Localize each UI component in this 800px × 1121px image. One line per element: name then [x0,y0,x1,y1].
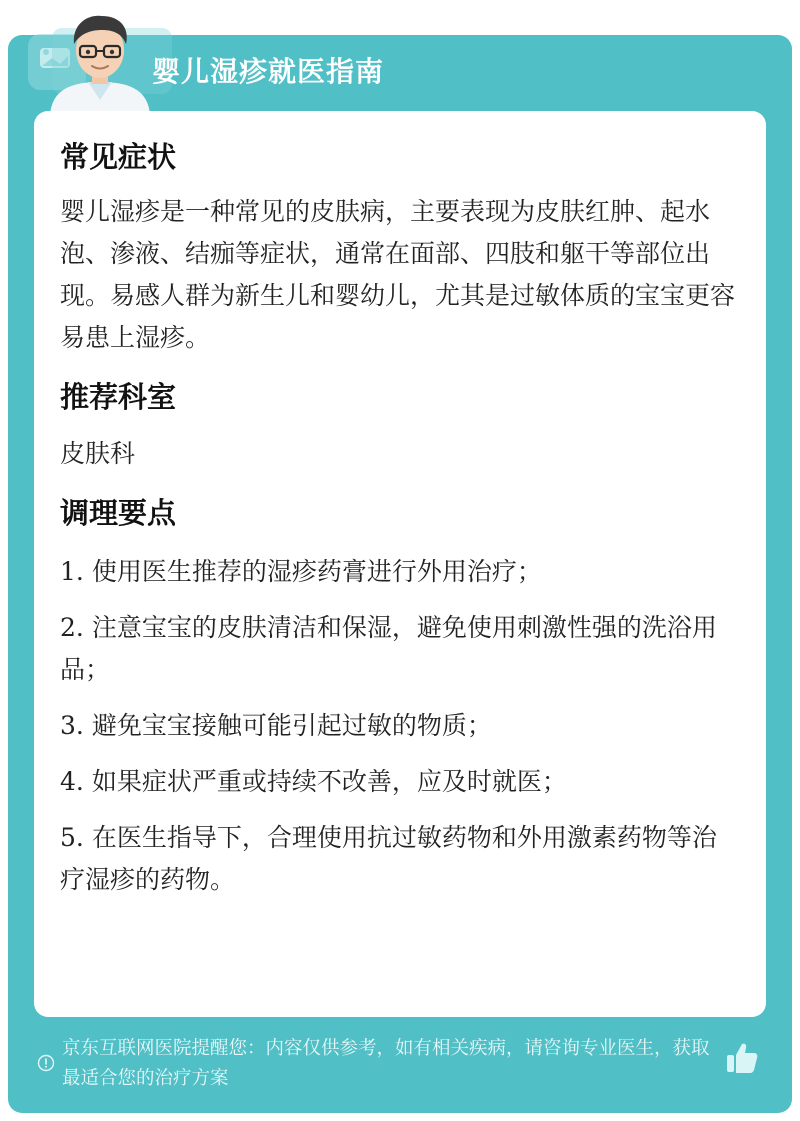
list-item-number: 5. [60,823,84,852]
list-item [60,607,740,691]
section-title-department: 推荐科室 [60,380,177,414]
list-item-text: 使用医生推荐的湿疹药膏进行外用治疗； [91,557,542,586]
list-item-text: 注意宝宝的皮肤清洁和保湿，避免使用刺激性强的洗浴用品； [60,613,717,684]
list-item-text: 避免宝宝接触可能引起过敏的物质； [91,711,492,740]
care-list [60,551,740,901]
list-item-number: 4. [60,767,84,796]
info-icon [37,1054,55,1072]
list-item [60,817,740,901]
list-item-text: 如果症状严重或持续不改善，应及时就医； [91,767,567,796]
footer-disclaimer: 京东互联网医院提醒您：内容仅供参考，如有相关疾病，请咨询专业医生，获取最适合您的治疗方案 [62,1038,710,1089]
thumbs-up-icon[interactable] [724,1040,760,1076]
section-title-symptoms: 常见症状 [60,140,177,174]
doctor-avatar [40,10,160,115]
symptoms-text: 婴儿湿疹是一种常见的皮肤病，主要表现为皮肤红肿、起水泡、渗液、结痂等症状，通常在面部、四肢和躯干等部位出现。易感人群为新生儿和婴幼儿，尤其是过敏体质的宝宝更容易患上湿疹。 [60,197,736,352]
list-item [60,761,740,803]
list-item [60,705,740,747]
list-item-number: 1. [60,557,84,586]
content-panel [34,111,766,1017]
page-title: 婴儿湿疹就医指南 [152,55,385,88]
list-item [60,551,740,593]
list-item-text: 在医生指导下，合理使用抗过敏药物和外用激素药物等治疗湿疹的药物。 [60,823,717,894]
section-title-care: 调理要点 [60,496,177,530]
department-text: 皮肤科 [60,439,136,468]
list-item-number: 2. [60,613,84,642]
list-item-number: 3. [60,711,84,740]
